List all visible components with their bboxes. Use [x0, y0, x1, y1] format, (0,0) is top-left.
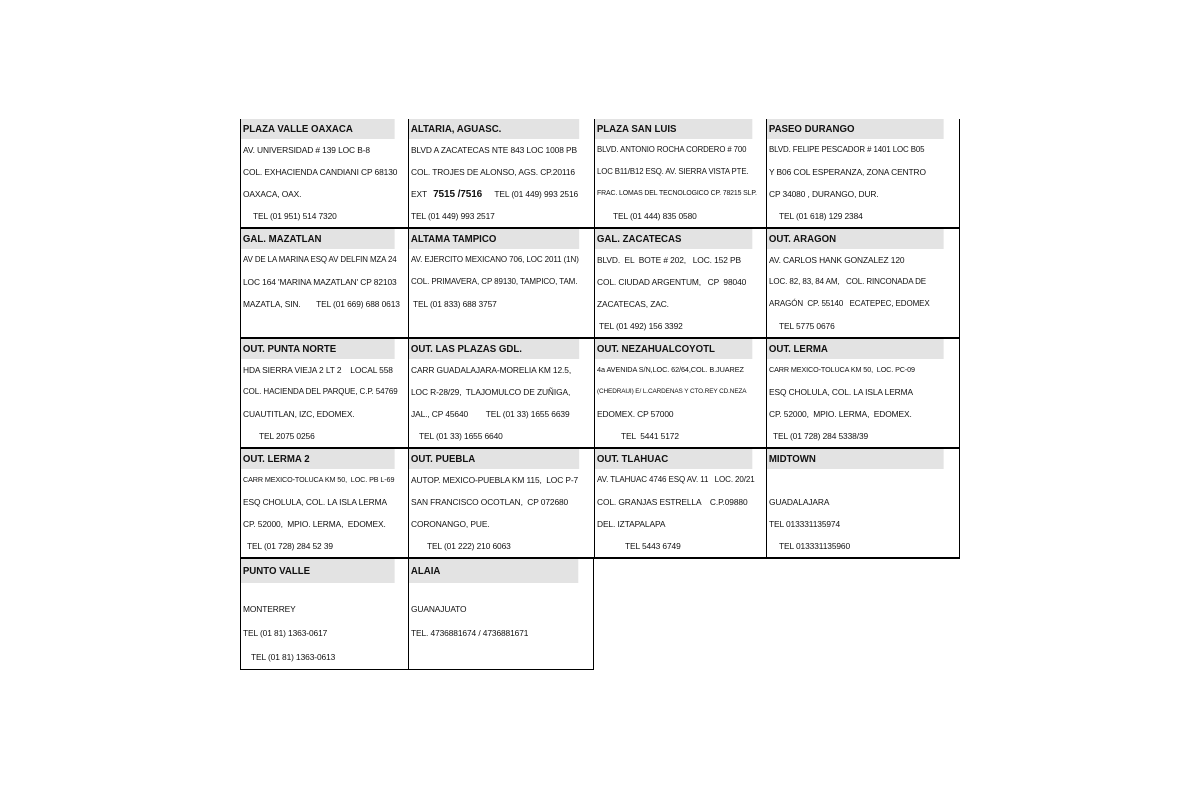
- address-line: BLVD A ZACATECAS NTE 843 LOC 1008 PB: [411, 145, 577, 155]
- empty-line: [409, 315, 594, 337]
- empty-line: [409, 645, 593, 669]
- address-line: LOC 164 'MARINA MAZATLAN' CP 82103: [243, 277, 397, 287]
- address-line: CORONANGO, PUE.: [411, 519, 490, 529]
- store-cell: [594, 339, 766, 449]
- address-line: AUTOP. MEXICO-PUEBLA KM 115, LOC P-7: [411, 475, 579, 485]
- phone-line: TEL (01 833) 688 3757: [413, 299, 497, 309]
- phone-line: TEL (01 222) 210 6063: [427, 541, 511, 551]
- address-line: CP. 52000, MPIO. LERMA, EDOMEX.: [243, 519, 386, 529]
- phone-line: TEL 5443 6749: [625, 541, 681, 551]
- store-cell: [594, 119, 766, 229]
- store-name: PASEO DURANGO: [767, 119, 944, 139]
- store-cell: [240, 119, 408, 229]
- store-name: MIDTOWN: [767, 449, 944, 469]
- address-line: COL. CIUDAD ARGENTUM, CP 98040: [597, 277, 747, 287]
- store-cell: [408, 229, 594, 339]
- phone-line: TEL (01 444) 835 0580: [613, 211, 697, 221]
- store-cell: [408, 339, 594, 449]
- phone-text: TEL (01 449) 993 2516: [494, 189, 579, 199]
- phone-line: TEL 5775 0676: [779, 321, 835, 331]
- address-line: CUAUTITLAN, IZC, EDOMEX.: [243, 409, 355, 419]
- address-line: LOC. 82, 83, 84 AM, COL. RINCONADA DE: [769, 277, 927, 286]
- city-line: MONTERREY: [243, 604, 296, 614]
- phone-line: TEL 2075 0256: [259, 431, 315, 441]
- address-line: COL. TROJES DE ALONSO, AGS. CP.20116: [411, 167, 575, 177]
- address-line: AV. TLAHUAC 4746 ESQ AV. 11 LOC. 20/21: [597, 475, 755, 484]
- address-line: EDOMEX. CP 57000: [597, 409, 674, 419]
- address-line: LOC R-28/29, TLAJOMULCO DE ZUÑIGA,: [411, 387, 571, 397]
- address-line: BLVD. FELIPE PESCADOR # 1401 LOC B05: [769, 145, 925, 154]
- phone-line: TEL (01 81) 1363-0613: [251, 652, 336, 662]
- directory-row: [240, 339, 960, 449]
- store-name: PLAZA SAN LUIS: [595, 119, 752, 139]
- directory-row: [240, 559, 960, 670]
- address-line: BLVD. ANTONIO ROCHA CORDERO # 700: [597, 145, 747, 154]
- phone-line: TEL (01 33) 1655 6640: [419, 431, 503, 441]
- store-name: ALTARIA, AGUASC.: [409, 119, 579, 139]
- address-line: ZACATECAS, ZAC.: [597, 299, 669, 309]
- address-line: AV. EJERCITO MEXICANO 706, LOC 2011 (1N): [411, 255, 579, 264]
- directory-row: [240, 229, 960, 339]
- phone-line: TEL (01 728) 284 52 39: [247, 541, 333, 551]
- store-cell: [766, 449, 960, 559]
- address-line: OAXACA, OAX.: [243, 189, 302, 199]
- store-cell: [594, 229, 766, 339]
- phone-line: TEL (01 492) 156 3392: [599, 321, 683, 331]
- ext-numbers: 7515 /7516: [433, 189, 483, 200]
- address-line: (CHEDRAUI) E/ L.CARDENAS Y CTO.REY CD.NEZA: [597, 388, 747, 395]
- address-line: COL. EXHACIENDA CANDIANI CP 68130: [243, 167, 398, 177]
- address-line: JAL., CP 45640 TEL (01 33) 1655 6639: [411, 409, 570, 419]
- store-cell: [408, 449, 594, 559]
- city-line: GUADALAJARA: [769, 497, 830, 507]
- store-directory-table: [240, 119, 960, 670]
- phone-line: TEL. 4736881674 / 4736881671: [411, 628, 529, 638]
- address-line: AV DE LA MARINA ESQ AV DELFIN MZA 24: [243, 255, 397, 264]
- address-line: CARR MEXICO-TOLUCA KM 50, LOC. PB L-69: [243, 475, 395, 484]
- phone-line: TEL (01 81) 1363-0617: [243, 628, 328, 638]
- store-name: OUT. ARAGON: [767, 229, 944, 249]
- ext-label: EXT: [411, 189, 427, 199]
- store-cell: [240, 339, 408, 449]
- store-cell: [408, 559, 594, 670]
- address-line: COL. HACIENDA DEL PARQUE, C.P. 54769: [243, 387, 398, 396]
- address-line: COL. PRIMAVERA, CP 89130, TAMPICO, TAM.: [411, 277, 578, 286]
- city-line: GUANAJUATO: [411, 604, 467, 614]
- address-line: BLVD. EL BOTE # 202, LOC. 152 PB: [597, 255, 741, 265]
- store-name: OUT. LAS PLAZAS GDL.: [409, 339, 579, 359]
- empty-line: [767, 469, 959, 491]
- directory-row: [240, 119, 960, 229]
- empty-line: [241, 315, 408, 337]
- address-line: CP. 52000, MPIO. LERMA, EDOMEX.: [769, 409, 912, 419]
- address-line: CARR GUADALAJARA-MORELIA KM 12.5,: [411, 365, 572, 375]
- address-line: FRAC. LOMAS DEL TECNOLOGICO CP. 78215 SLP.: [597, 190, 757, 197]
- phone-ext-line: [409, 183, 594, 205]
- address-line: DEL. IZTAPALAPA: [597, 519, 666, 529]
- store-name: PUNTO VALLE: [241, 559, 395, 583]
- store-cell: [240, 449, 408, 559]
- phone-line: TEL (01 618) 129 2384: [779, 211, 863, 221]
- store-name: OUT. LERMA 2: [241, 449, 395, 469]
- store-cell: [408, 119, 594, 229]
- store-name: OUT. TLAHUAC: [595, 449, 752, 469]
- address-line: CARR MEXICO-TOLUCA KM 50, LOC. PC-09: [769, 365, 915, 374]
- address-line: HDA SIERRA VIEJA 2 LT 2 LOCAL 558: [243, 365, 393, 375]
- store-cell: [240, 559, 408, 670]
- phone-line: TEL 013331135960: [779, 541, 851, 551]
- store-name: GAL. ZACATECAS: [595, 229, 752, 249]
- address-line: ESQ CHOLULA, COL. LA ISLA LERMA: [243, 497, 387, 507]
- store-name: ALTAMA TAMPICO: [409, 229, 579, 249]
- address-line: AV. CARLOS HANK GONZALEZ 120: [769, 255, 905, 265]
- address-line: LOC B11/B12 ESQ. AV. SIERRA VISTA PTE.: [597, 167, 749, 176]
- directory-row: [240, 449, 960, 559]
- store-cell: [240, 229, 408, 339]
- store-cell: [594, 449, 766, 559]
- phone-line: TEL (01 951) 514 7320: [253, 211, 337, 221]
- store-cell: [766, 119, 960, 229]
- store-name: PLAZA VALLE OAXACA: [241, 119, 395, 139]
- store-cell: [766, 229, 960, 339]
- address-line: CP 34080 , DURANGO, DUR.: [769, 189, 879, 199]
- address-line: 4a AVENIDA S/N,LOC. 62/64,COL. B.JUAREZ: [597, 365, 744, 374]
- store-name: OUT. NEZAHUALCOYOTL: [595, 339, 752, 359]
- store-name: ALAIA: [409, 559, 578, 583]
- address-line: SAN FRANCISCO OCOTLAN, CP 072680: [411, 497, 569, 507]
- address-line: ESQ CHOLULA, COL. LA ISLA LERMA: [769, 387, 913, 397]
- phone-line: TEL 5441 5172: [621, 431, 679, 441]
- store-name: OUT. PUEBLA: [409, 449, 579, 469]
- store-name: OUT. PUNTA NORTE: [241, 339, 395, 359]
- phone-line: TEL (01 449) 993 2517: [411, 211, 495, 221]
- address-line: AV. UNIVERSIDAD # 139 LOC B-8: [243, 145, 370, 155]
- phone-line: TEL (01 728) 284 5338/39: [773, 431, 869, 441]
- store-name: OUT. LERMA: [767, 339, 944, 359]
- address-line: MAZATLA, SIN. TEL (01 669) 688 0613: [243, 299, 400, 309]
- address-line: ARAGÓN CP. 55140 ECATEPEC, EDOMEX: [769, 299, 930, 308]
- store-name: GAL. MAZATLAN: [241, 229, 395, 249]
- store-cell: [766, 339, 960, 449]
- address-line: Y B06 COL ESPERANZA, ZONA CENTRO: [769, 167, 926, 177]
- phone-line: TEL 013331135974: [769, 519, 841, 529]
- address-line: COL. GRANJAS ESTRELLA C.P.09880: [597, 497, 748, 507]
